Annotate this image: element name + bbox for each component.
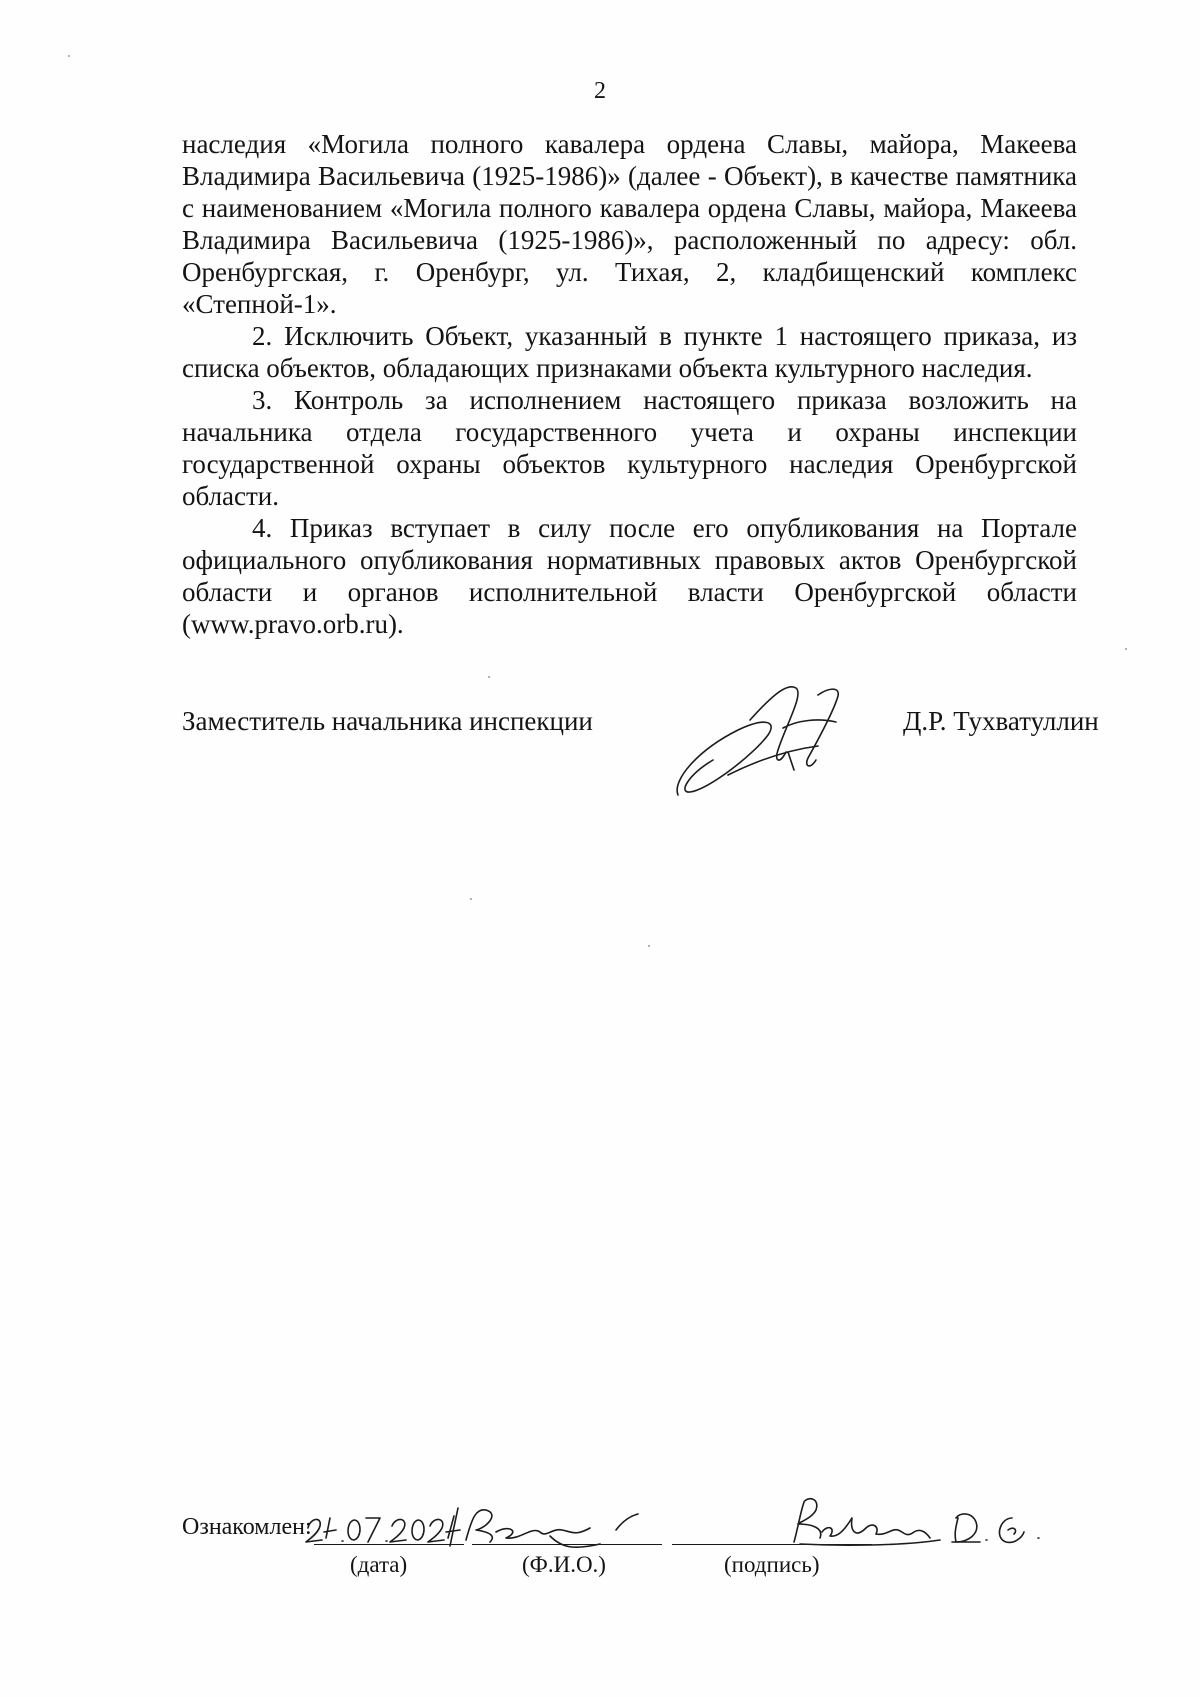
- name-caption: (Ф.И.О.): [522, 1552, 606, 1577]
- paragraph-item-4: 4. Приказ вступает в силу после его опубликования на Портале официального опубликования нормативных правовых актов Оренбургской области и органов исполнительной власти Оренбургской области (www.pravo.orb.ru).: [182, 513, 1077, 639]
- paragraph-item-3: 3. Контроль за исполнением настоящего приказа возложить на начальника отдела государственного учета и охраны инспекции государственной охраны объектов культурного наследия Оренбургской области.: [182, 385, 1077, 511]
- paragraph-item-2: 2. Исключить Объект, указанный в пункте 1 настоящего приказа, из списка объектов, обладающих признаками объекта культурного наследия.: [182, 321, 1077, 383]
- page-number: 2: [594, 78, 606, 104]
- signatory-name: Д.Р. Тухватуллин: [903, 706, 1099, 736]
- paragraph-object-description: наследия «Могила полного кавалера ордена Славы, майора, Макеева Владимира Васильевича (1925-1986)» (далее - Объект), в качестве памятника с наименованием «Могила полного кавалера ордена Славы, майора, Макеева Владимира Васильевича (1925-1986)», расположенный по адресу: обл. Оренбургская, г. Оренбург, ул. Тихая, 2, кладбищенский комплекс «Степной-1».: [182, 129, 1077, 319]
- acknowledgement-label: Ознакомлен:: [182, 1514, 312, 1540]
- scan-speck: [488, 676, 490, 678]
- scan-speck: [648, 945, 650, 947]
- order-body: [182, 128, 1077, 640]
- handwritten-signature: [668, 680, 868, 810]
- signatory-title: Заместитель начальника инспекции: [182, 706, 593, 736]
- scan-speck: [1125, 648, 1127, 650]
- acknowledgement-section: [182, 1500, 1042, 1590]
- scan-speck: [68, 55, 70, 57]
- scan-speck: [470, 898, 472, 900]
- date-caption: (дата): [350, 1552, 408, 1577]
- signature-caption: (подпись): [724, 1552, 820, 1577]
- handwritten-acknowledgement: [300, 1488, 1060, 1558]
